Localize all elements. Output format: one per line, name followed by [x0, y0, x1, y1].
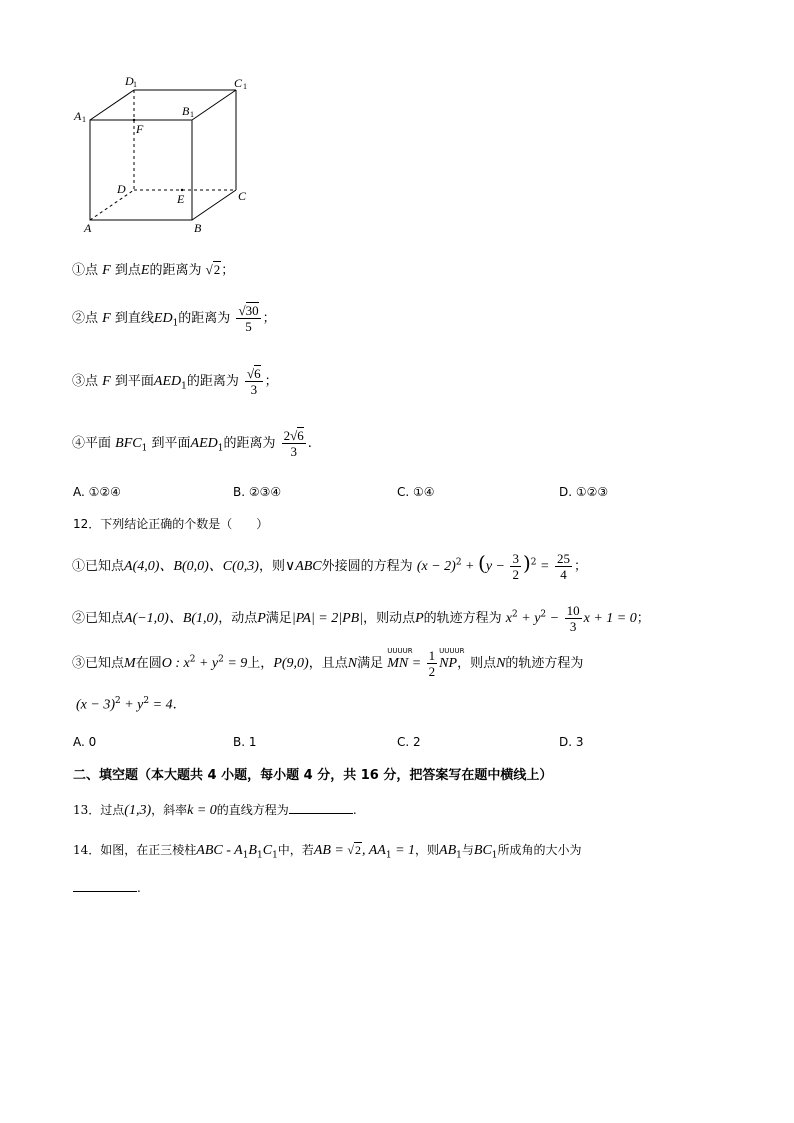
label-A1: A: [74, 109, 82, 123]
label-D1: D: [125, 74, 134, 88]
label-A: A: [84, 221, 92, 235]
question-14-blank-line: .: [73, 881, 141, 895]
label-F: F: [136, 122, 144, 136]
label-C1: C: [234, 76, 243, 90]
label-B: B: [194, 221, 202, 235]
label-C: C: [238, 189, 247, 203]
q12-statement-2: ②已知点A(−1,0)、B(1,0)，动点P满足|PA| = 2|PB|，则动点P的轨迹方程为 $x^2 + y^2$ − $\frac{10}{3}$ x + 1 = 0；: [72, 603, 650, 634]
q12-statement-1: ①已知点A(4,0)、B(0,0)、C(0,3)，则∨ABC外接圆的方程为 $(x - 2)^2 + (y$ − $\frac{3}{2}$ )$^2$ = $\frac{25}{4}$ ；: [72, 551, 587, 582]
option-b[interactable]: B. ②③④: [233, 485, 282, 499]
option-a[interactable]: A. ①②④: [73, 485, 121, 499]
option-d[interactable]: D. 3: [559, 735, 584, 749]
svg-text:1: 1: [133, 80, 137, 89]
q12-statement-3: ③已知点M在圆O : $x^2 + y^2 = 9$上，P(9,0)，且点N满足 UUUUR MN = $\frac{1}{2}$ UUUUR NP，则点N的轨迹方程为: [72, 647, 584, 679]
option-c[interactable]: C. ①④: [397, 485, 435, 499]
label-D: D: [117, 182, 126, 196]
label-E: E: [177, 192, 185, 206]
option-a[interactable]: A. 0: [73, 735, 97, 749]
option-b[interactable]: B. 1: [233, 735, 257, 749]
option-d[interactable]: D. ①②③: [559, 485, 609, 499]
svg-text:1: 1: [243, 82, 247, 91]
option-c[interactable]: C. 2: [397, 735, 421, 749]
label-B1: B: [182, 104, 190, 118]
question-12-stem: 12．下列结论正确的个数是（ ）: [73, 517, 269, 531]
svg-text:1: 1: [82, 115, 86, 124]
answer-blank-14[interactable]: [73, 881, 137, 892]
statement-3: ③点 F 到平面$AED_1$的距离为 $\frac{√6}{3}$ ；: [72, 366, 278, 397]
question-14: 14．如图，在正三棱柱ABC - $A_1B_1C_1$中，若AB = √2, $AA_1 = 1$，则$AB_1$与$BC_1$所成角的大小为: [73, 843, 582, 861]
question-13: 13．过点(1,3)，斜率k = 0的直线方程为 .: [73, 803, 357, 818]
statement-4: ④平面 $BFC_1$ 到平面$AED_1$的距离为 $\frac{2√6}{3}$ .: [72, 428, 312, 459]
svg-text:1: 1: [190, 110, 194, 119]
statement-1: ①点 F 到点E的距离为 √2；: [72, 262, 235, 278]
section-heading: 二、填空题（本大题共 4 小题，每小题 4 分，共 16 分，把答案写在题中横线上）: [73, 768, 553, 783]
statement-2: ②点 F 到直线$ED_1$的距离为 $\frac{√30}{5}$ ；: [72, 303, 276, 334]
q12-statement-3-line2: $(x - 3)^2 + y^2 = 4$.: [76, 696, 177, 713]
answer-blank-13[interactable]: [289, 803, 353, 814]
cube-figure: [70, 72, 260, 238]
